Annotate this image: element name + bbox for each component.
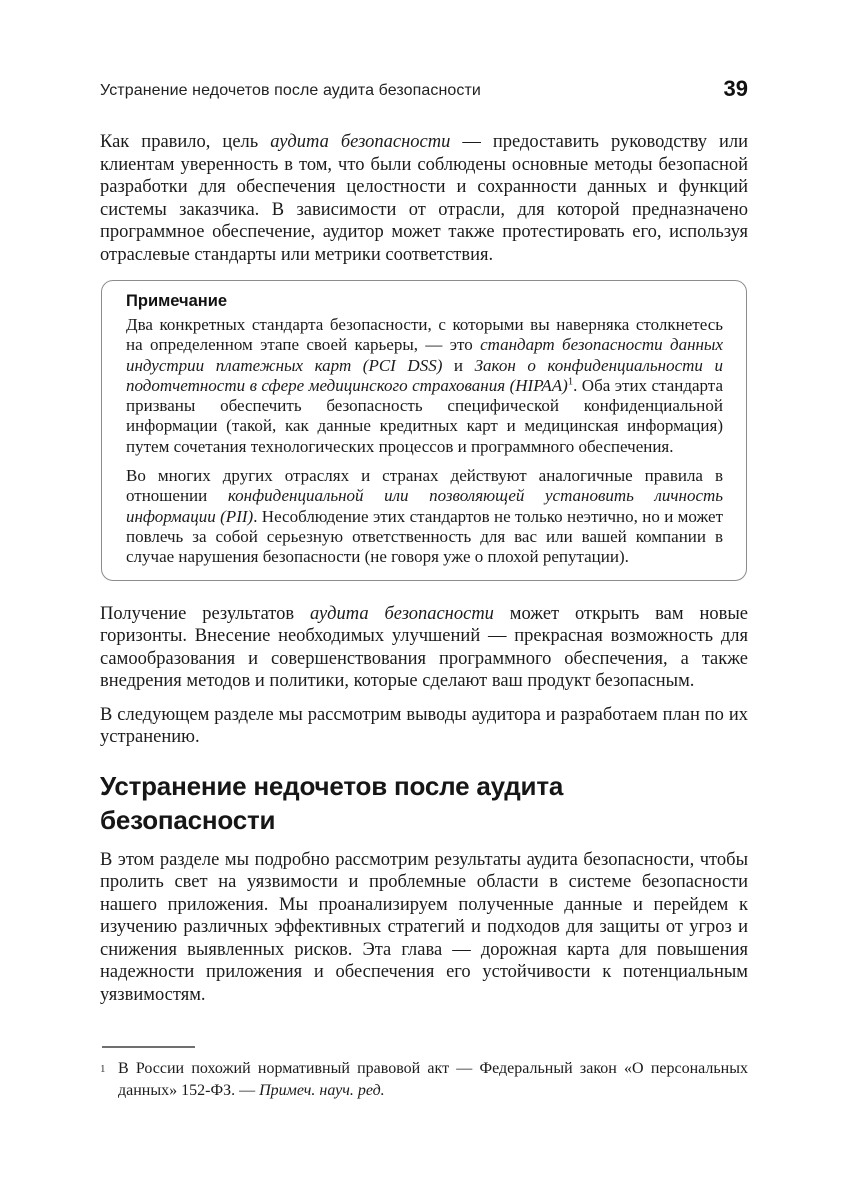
paragraph-intro: Как правило, цель аудита безопасности — предоставить руководству или клиентам уверенность в том, что были соблюдены основные методы безопасной разработки для обеспечения целостности и сохранности данных и функций системы заказчика. В зависимости от отрасли, для которой предназначено программное обеспечение, аудитор может также протестировать его, используя отраслевые стандарты или метрики соответствия. [100,132,748,265]
note-title: Примечание [126,292,228,310]
note-paragraph-1: Два конкретных стандарта безопасности, с которыми вы наверняка столкнетесь на определенном этапе своей карьеры, — это стандарт безопасности данных индустрии платежных карт (PCI DSS) и Закон о конфиденциальности и подотчетности в сфере медицинского страхования (HIPAA)$^1$. Оба этих стандарта призваны обеспечить безопасность специфической конфиденциальной информации (такой, как данные кредитных карт и медицинская информация) путем сочетания технологических процессов и программного обеспечения. [126,315,723,456]
note-paragraph-2: Во многих других отраслях и странах действуют аналогичные правила в отношении конфиденциальной или позволяющей установить личность информации (PII). Несоблюдение этих стандартов не только неэтично, но и может повлечь за собой серьезную ответственность для вас или вашей компании в случае нарушения безопасности (не говоря уже о плохой репутации). [126,466,724,567]
footnote [100,1058,748,1101]
footnote-marker: 1 [100,1063,106,1075]
paragraph-section-body: В этом разделе мы подробно рассмотрим результаты аудита безопасности, чтобы пролить свет на уязвимости и проблемные области в системе безопасности нашего приложения. Мы проанализируем полученные данные и перейдем к изучению различных эффективных стратегий и подходов для защиты от угроз и снижения выявленных рисков. Эта глава — дорожная карта для повышения надежности приложения и обеспечения его устойчивости к потенциальным уязвимостям. [100,849,748,1005]
paragraph-results: Получение результатов аудита безопасности может открыть вам новые горизонты. Внесение необходимых улучшений — прекрасная возможность для самообразования и совершенствования программного обеспечения, а также внедрения методов и политики, которые сделают ваш продукт безопасным. [100,603,748,692]
footnote-text: В России похожий нормативный правовой акт — Федеральный закон «О персональных данных» 152-ФЗ. — Примеч. науч. ред. [118,1060,748,1099]
paragraph-next-section: В следующем разделе мы рассмотрим выводы аудитора и разработаем план по их устранению. [100,704,748,748]
page-number: 39 [723,76,748,101]
page-content [100,131,748,1006]
running-title: Устранение недочетов после аудита безопасности [100,82,481,99]
running-head [100,78,748,100]
section-heading: Устранение недочетов после аудита безопасности [100,770,564,835]
note-box [101,280,747,581]
footnote-rule [102,1046,195,1048]
footnote-area [100,1046,748,1101]
